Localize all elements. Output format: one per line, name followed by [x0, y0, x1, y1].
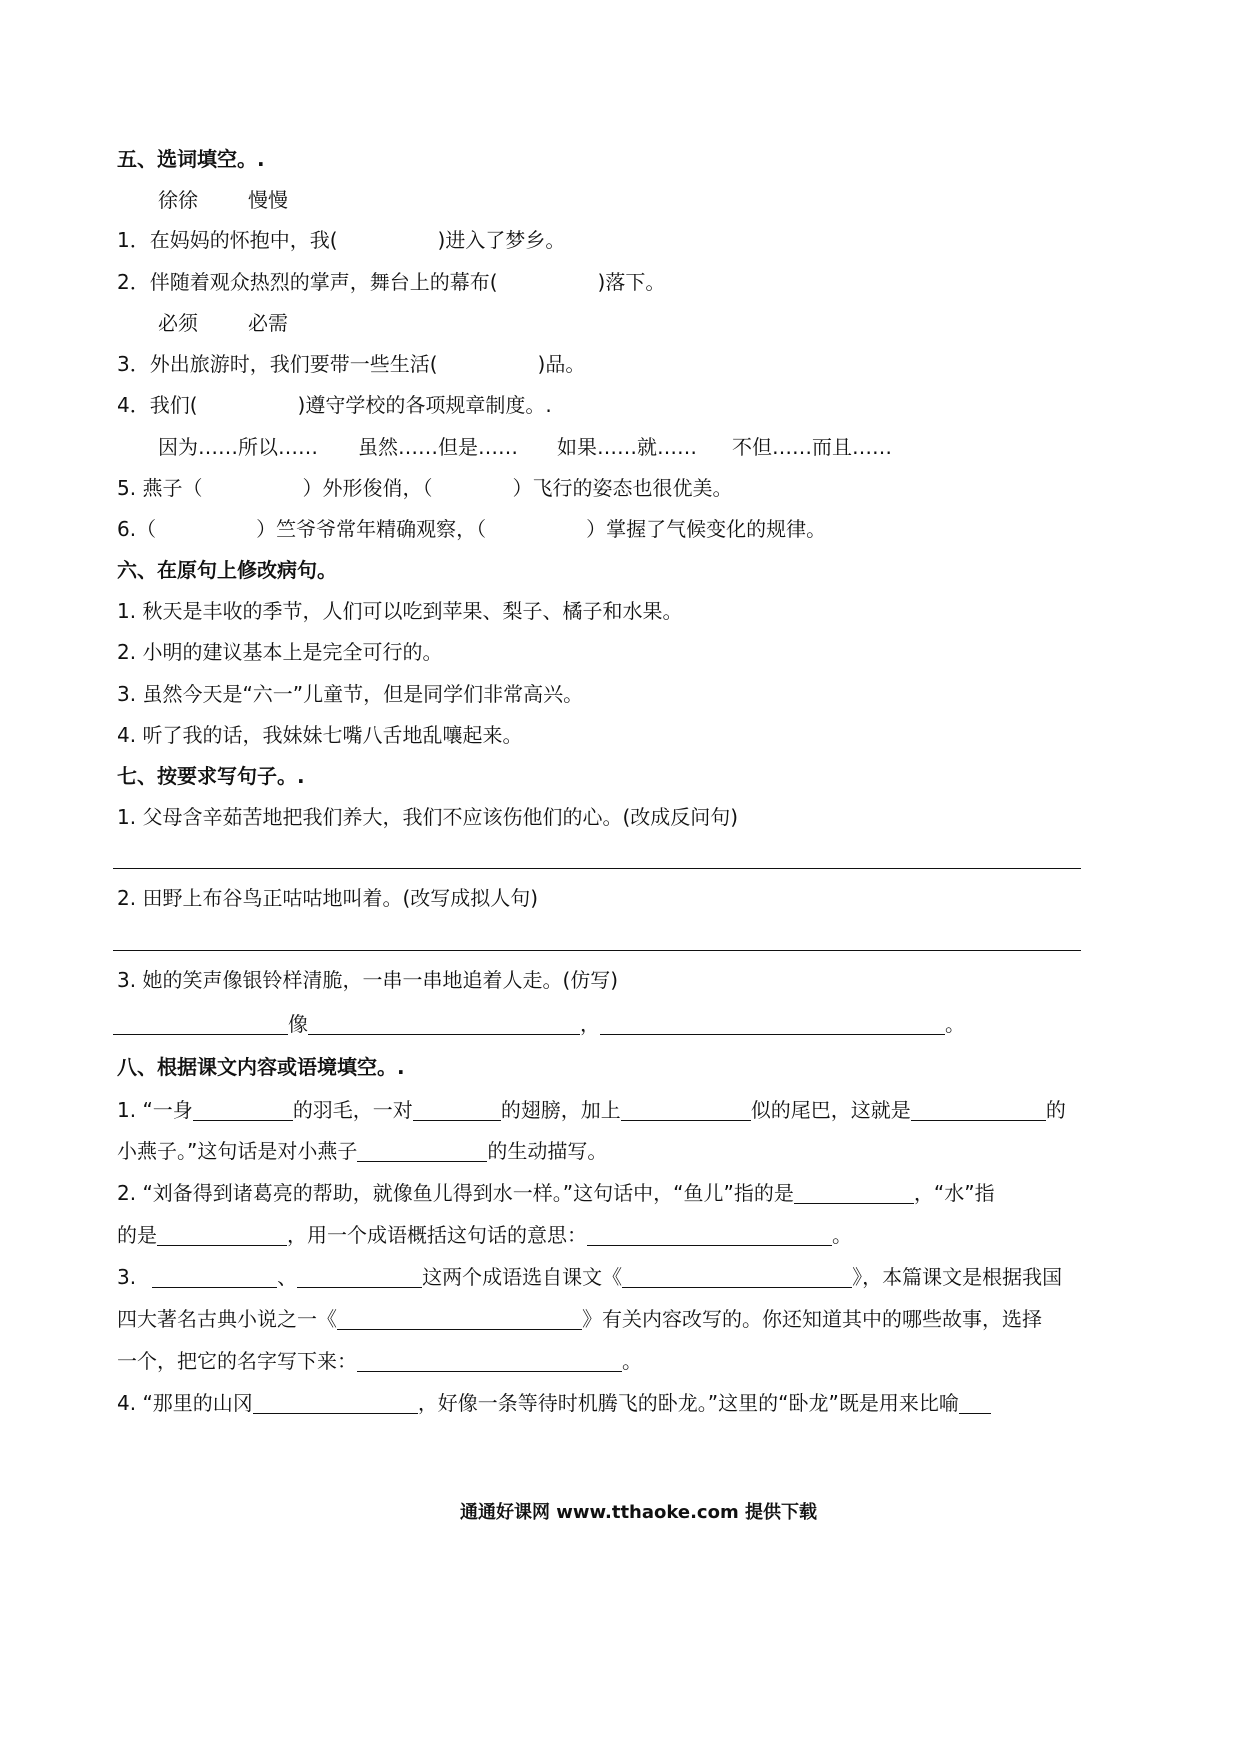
text: )遵守学校的各项规章制度。. [297, 393, 552, 417]
s5-question-1 [117, 226, 565, 254]
blank[interactable] [587, 1225, 832, 1246]
conjunction-option-4: 不但……而且…… [732, 435, 892, 459]
text: ，“水”指 [913, 1181, 995, 1205]
blank[interactable] [297, 1267, 422, 1288]
text: 一个，把它的名字写下来： [117, 1349, 357, 1373]
text: ）飞行的姿态也很优美。 [512, 476, 733, 500]
s8-question-2b [117, 1221, 852, 1249]
s5-question-6 [117, 515, 826, 543]
s6-question-2: 2. 小明的建议基本上是完全可行的。 [117, 640, 443, 664]
s7-question-1: 1. 父母含辛茹苦地把我们养大，我们不应该伤他们的心。(改成反问句) [117, 805, 739, 829]
s8-question-1b [117, 1137, 607, 1165]
text: 的 [1045, 1098, 1066, 1122]
blank[interactable] [308, 1014, 580, 1035]
text: ）掌握了气候变化的规律。 [586, 517, 827, 541]
text: 。 [622, 1349, 642, 1373]
blank[interactable] [600, 1014, 945, 1035]
s7-question-2: 2. 田野上布谷鸟正咕咕地叫着。(改写成拟人句) [117, 886, 539, 910]
text: 1．在妈妈的怀抱中，我( [117, 228, 338, 252]
s7-question-3: 3. 她的笑声像银铃样清脆，一串一串地追着人走。(仿写) [117, 968, 619, 992]
word-choice-3: 必须 [158, 311, 198, 335]
text: ，用一个成语概括这句话的意思： [287, 1223, 587, 1247]
blank[interactable] [193, 1100, 293, 1121]
s5-question-5 [117, 474, 732, 502]
text: 》有关内容改写的。你还知道其中的哪些故事，选择 [582, 1307, 1042, 1331]
text: 小燕子。”这句话是对小燕子 [117, 1139, 358, 1163]
text: 像 [288, 1012, 308, 1036]
s8-question-3c [117, 1347, 642, 1375]
blank[interactable] [337, 1309, 582, 1330]
conjunction-option-1: 因为……所以…… [158, 435, 318, 459]
blank[interactable] [621, 1100, 751, 1121]
text: ）竺爷爷常年精确观察，（ [256, 517, 487, 541]
s8-question-3a [117, 1263, 1062, 1291]
s6-question-4: 4. 听了我的话，我妹妹七嘴八舌地乱嚷起来。 [117, 723, 523, 747]
s8-question-1a [117, 1096, 1066, 1124]
answer-line[interactable] [113, 950, 1081, 951]
text: )落下。 [597, 270, 666, 294]
blank[interactable] [357, 1141, 487, 1162]
text: 似的尾巴，这就是 [750, 1098, 911, 1122]
text: 。 [945, 1012, 965, 1036]
text: 3. [117, 1265, 137, 1289]
s8-question-2a [117, 1179, 995, 1207]
s5-question-2 [117, 268, 665, 296]
s8-question-3b [117, 1305, 1042, 1333]
text: ）外形俊俏，（ [302, 476, 433, 500]
text: 2．伴随着观众热烈的掌声，舞台上的幕布( [117, 270, 498, 294]
text: ， [580, 1012, 600, 1036]
text: )进入了梦乡。 [437, 228, 566, 252]
word-choice-4: 必需 [248, 311, 288, 335]
section-8-title: 八、根据课文内容或语境填空。. [117, 1055, 405, 1079]
conjunction-option-3: 如果……就…… [557, 435, 697, 459]
text: 四大著名古典小说之一《 [117, 1307, 337, 1331]
s6-question-1: 1. 秋天是丰收的季节，人们可以吃到苹果、梨子、橘子和水果。 [117, 599, 683, 623]
text: 5. 燕子（ [117, 476, 203, 500]
text: 、 [277, 1265, 298, 1289]
s5-question-3 [117, 350, 585, 378]
text: )品。 [537, 352, 586, 376]
section-5-title: 五、选词填空。. [117, 147, 265, 171]
answer-line[interactable] [113, 868, 1081, 869]
blank[interactable] [157, 1225, 287, 1246]
blank[interactable] [794, 1183, 914, 1204]
blank[interactable] [253, 1393, 418, 1414]
text: 4．我们( [117, 393, 198, 417]
s5-question-4 [117, 391, 552, 419]
blank[interactable] [357, 1351, 622, 1372]
text: 6.（ [117, 517, 157, 541]
text: 这两个成语选自课文《 [422, 1265, 623, 1289]
text: 的是 [117, 1223, 157, 1247]
text: 》，本篇课文是根据我国 [852, 1265, 1063, 1289]
text: 的羽毛，一对 [292, 1098, 413, 1122]
s7-imitation-fill [113, 1010, 965, 1038]
text: 4. “那里的山冈 [117, 1391, 253, 1415]
text: 2. “刘备得到诸葛亮的帮助，就像鱼儿得到水一样。”这句话中，“鱼儿”指的是 [117, 1181, 794, 1205]
word-choice-2: 慢慢 [248, 188, 288, 212]
blank[interactable] [622, 1267, 852, 1288]
blank[interactable] [959, 1393, 991, 1414]
blank[interactable] [113, 1014, 288, 1035]
text: 的生动描写。 [487, 1139, 608, 1163]
section-7-title: 七、按要求写句子。. [117, 764, 305, 788]
blank[interactable] [152, 1267, 277, 1288]
text: 的翅膀，加上 [500, 1098, 621, 1122]
word-choice-1: 徐徐 [158, 188, 198, 212]
blank[interactable] [413, 1100, 501, 1121]
text: 3．外出旅游时，我们要带一些生活( [117, 352, 438, 376]
text: 1. “一身 [117, 1098, 193, 1122]
text: ，好像一条等待时机腾飞的卧龙。”这里的“卧龙”既是用来比喻 [417, 1391, 959, 1415]
footer-source: 通通好课网 www.tthaoke.com 提供下载 [460, 1502, 817, 1523]
blank[interactable] [911, 1100, 1046, 1121]
text: 。 [832, 1223, 852, 1247]
section-6-title: 六、在原句上修改病句。 [117, 558, 337, 582]
s8-question-4 [117, 1389, 991, 1417]
conjunction-option-2: 虽然……但是…… [358, 435, 518, 459]
s6-question-3: 3. 虽然今天是“六一”儿童节，但是同学们非常高兴。 [117, 682, 584, 706]
